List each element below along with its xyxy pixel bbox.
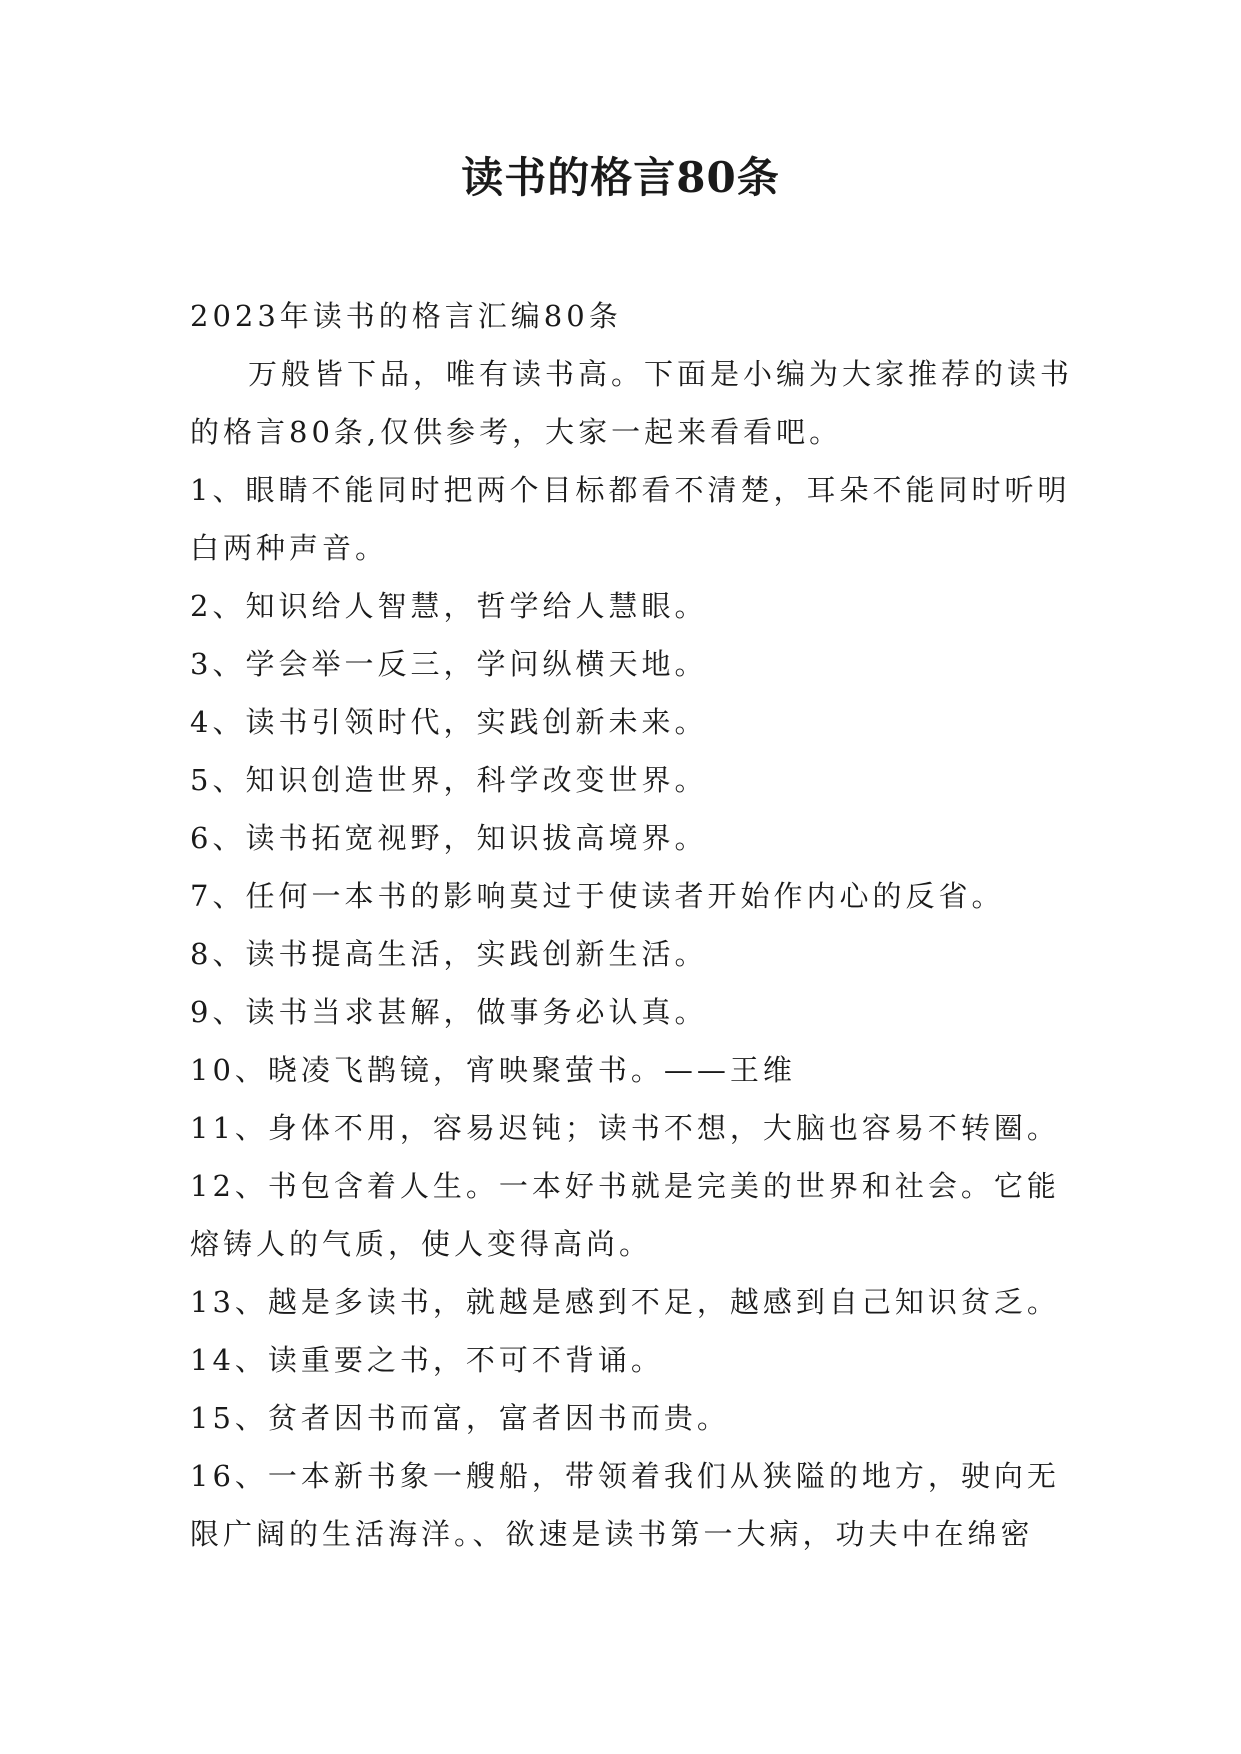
list-item: 9、读书当求甚解，做事务必认真。 (190, 995, 708, 1029)
list-item: 7、任何一本书的影响莫过于使读者开始作内心的反省。 (190, 879, 1005, 913)
page-title: 读书的格言80条 (461, 153, 780, 202)
list-item: 12、书包含着人生。一本好书就是完美的世界和社会。它能熔铸人的气质，使人变得高尚。 (190, 1169, 1060, 1261)
intro-paragraph: 万般皆下品，唯有读书高。下面是小编为大家推荐的读书的格言80条,仅供参考，大家一起来看看吧。 (190, 357, 1074, 449)
document-body (190, 287, 1090, 1563)
list-item: 15、贫者因书而富，富者因书而贵。 (190, 1401, 730, 1435)
list-item: 6、读书拓宽视野，知识拔高境界。 (190, 821, 708, 855)
list-item: 10、晓凌飞鹊镜，宵映聚萤书。——王维 (190, 1053, 796, 1087)
list-item: 16、一本新书象一艘船，带领着我们从狭隘的地方，驶向无限广阔的生活海洋。、欲速是读书第一大病，功夫中在绵密 (190, 1459, 1060, 1551)
document-subtitle: 2023年读书的格言汇编80条 (190, 299, 622, 333)
list-item: 4、读书引领时代，实践创新未来。 (190, 705, 708, 739)
list-item: 5、知识创造世界，科学改变世界。 (190, 763, 708, 797)
list-item: 1、眼睛不能同时把两个目标都看不清楚，耳朵不能同时听明白两种声音。 (190, 473, 1071, 565)
list-item: 8、读书提高生活，实践创新生活。 (190, 937, 708, 971)
list-item: 2、知识给人智慧，哲学给人慧眼。 (190, 589, 708, 623)
list-item: 11、身体不用，容易迟钝；读书不想，大脑也容易不转圈。 (190, 1111, 1060, 1145)
list-item: 3、学会举一反三，学问纵横天地。 (190, 647, 708, 681)
list-item: 14、读重要之书，不可不背诵。 (190, 1343, 664, 1377)
list-item: 13、越是多读书，就越是感到不足，越感到自己知识贫乏。 (190, 1285, 1060, 1319)
